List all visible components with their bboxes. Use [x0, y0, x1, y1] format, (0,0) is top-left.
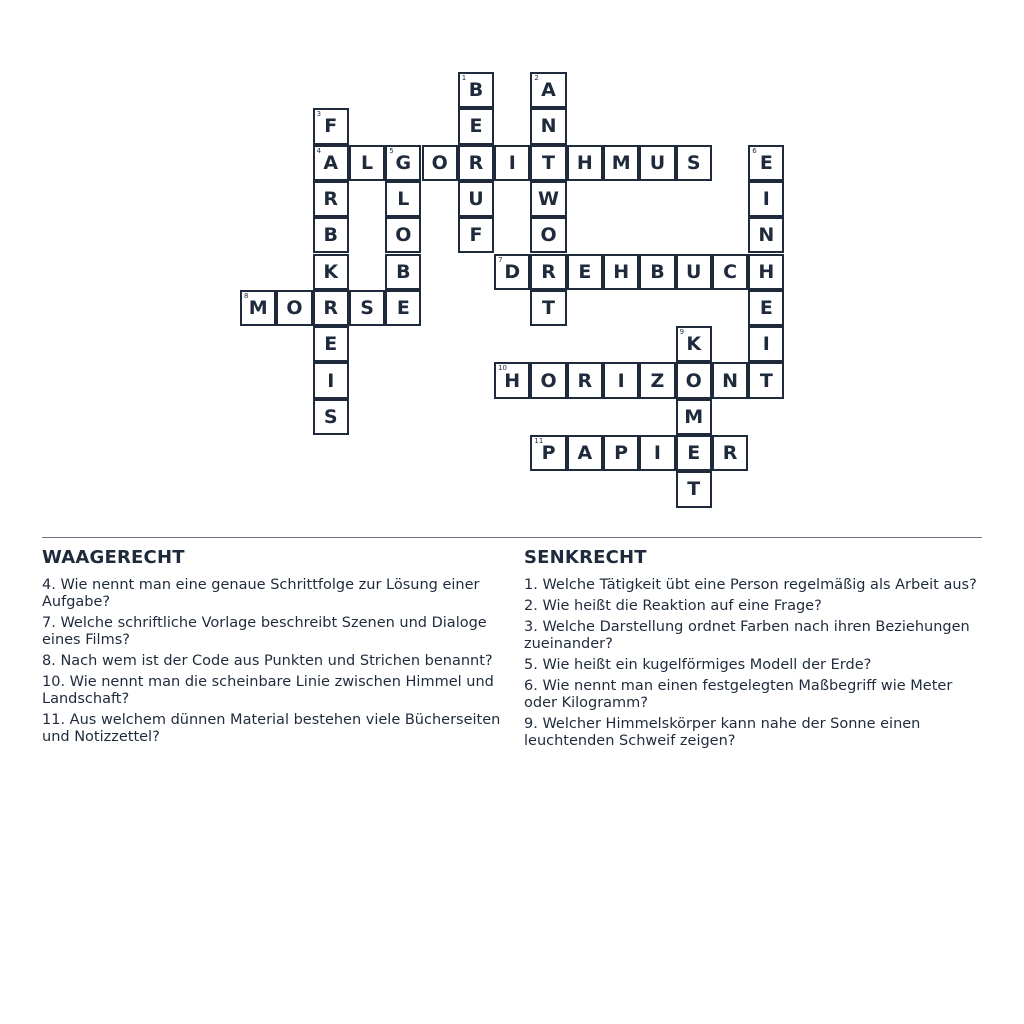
grid-cell[interactable]: [494, 254, 530, 290]
cell-letter: O: [685, 369, 702, 392]
cell-letter: O: [540, 369, 557, 392]
grid-cell[interactable]: [639, 362, 675, 398]
cell-letter: H: [576, 151, 593, 174]
grid-cell[interactable]: [676, 362, 712, 398]
cell-letter: D: [504, 260, 521, 283]
cell-letter: E: [759, 296, 773, 319]
grid-cell[interactable]: [458, 145, 494, 181]
cell-letter: U: [649, 151, 666, 174]
cell-letter: R: [468, 151, 484, 174]
grid-cell[interactable]: [530, 145, 566, 181]
across-clue-4[interactable]: 4. Wie nennt man eine genaue Schrittfolge zur Lösung einer Aufgabe?: [42, 577, 480, 610]
grid-cell[interactable]: [385, 290, 421, 326]
grid-cell[interactable]: [313, 254, 349, 290]
grid-cell[interactable]: [313, 362, 349, 398]
grid-cell[interactable]: [639, 254, 675, 290]
cell-letter: K: [686, 333, 702, 356]
down-clue-3[interactable]: 3. Welche Darstellung ordnet Farben nach ihren Beziehungen zueinander?: [524, 619, 970, 652]
grid-cell[interactable]: [567, 254, 603, 290]
cell-letter: A: [577, 442, 593, 465]
grid-cell[interactable]: [676, 435, 712, 471]
grid-cell[interactable]: [748, 145, 784, 181]
clue-number: 3: [316, 110, 322, 119]
cell-letter: R: [577, 369, 593, 392]
grid-cell[interactable]: [567, 362, 603, 398]
cell-letter: R: [541, 260, 556, 283]
cell-letter: A: [541, 79, 556, 102]
cell-letter: W: [538, 188, 560, 211]
cell-letter: N: [540, 115, 557, 138]
clue-number: 7: [498, 255, 503, 264]
grid-cell[interactable]: [748, 290, 784, 326]
cell-letter: B: [396, 260, 411, 283]
cell-letter: E: [578, 260, 592, 283]
cell-letter: P: [541, 442, 556, 465]
grid-cell[interactable]: [530, 435, 566, 471]
cell-letter: A: [323, 151, 339, 174]
grid-cell[interactable]: [639, 145, 675, 181]
grid-cell[interactable]: [240, 290, 276, 326]
cell-letter: F: [324, 115, 338, 138]
grid-cell[interactable]: [676, 471, 712, 507]
grid-cell[interactable]: [676, 399, 712, 435]
cell-letter: I: [508, 151, 516, 174]
cell-letter: B: [650, 260, 665, 283]
cell-letter: U: [686, 260, 702, 283]
cell-letter: T: [687, 478, 701, 501]
clue-number: 11: [534, 437, 544, 445]
cell-letter: N: [758, 224, 775, 247]
grid-cell[interactable]: [639, 435, 675, 471]
across-clue-11[interactable]: 11. Aus welchem dünnen Material bestehen viele Bücherseiten und Notizzettel?: [42, 712, 501, 745]
cell-letter: I: [653, 442, 661, 465]
grid-cell[interactable]: [530, 217, 566, 253]
clue-number: 2: [534, 74, 539, 82]
cell-letter: H: [613, 260, 630, 283]
grid-cell[interactable]: [313, 326, 349, 362]
cell-letter: H: [504, 369, 521, 392]
grid-cell[interactable]: [313, 217, 349, 253]
cell-letter: O: [395, 224, 412, 247]
grid-cell[interactable]: [567, 145, 603, 181]
cell-letter: T: [542, 296, 556, 319]
grid-cell[interactable]: [530, 362, 566, 398]
down-clue-list: [524, 577, 986, 750]
grid-cell[interactable]: [349, 145, 385, 181]
divider: [42, 537, 982, 538]
cell-letter: M: [248, 296, 268, 319]
cell-letter: M: [684, 405, 704, 428]
cell-letter: I: [327, 369, 335, 392]
grid-cell[interactable]: [385, 217, 421, 253]
grid-cell[interactable]: [530, 72, 566, 108]
cell-letter: E: [324, 333, 338, 356]
clue-number: 9: [679, 328, 685, 337]
grid-cell[interactable]: [313, 399, 349, 435]
cell-letter: E: [687, 442, 701, 465]
grid-cell[interactable]: [494, 362, 530, 398]
cell-letter: B: [323, 224, 338, 247]
grid-cell[interactable]: [530, 108, 566, 144]
down-clues-section: [524, 546, 986, 754]
cell-letter: H: [758, 260, 775, 283]
down-clue-6[interactable]: 6. Wie nennt man einen festgelegten Maßbegriff wie Meter oder Kilogramm?: [524, 678, 953, 711]
grid-cell[interactable]: [712, 254, 748, 290]
across-clue-list: [42, 577, 504, 746]
cell-letter: S: [360, 296, 374, 319]
grid-cell[interactable]: [676, 254, 712, 290]
cell-letter: R: [722, 442, 738, 465]
down-heading: SENKRECHT: [524, 547, 647, 568]
grid-cell[interactable]: [603, 362, 639, 398]
down-clue-2[interactable]: 2. Wie heißt die Reaktion auf eine Frage?: [524, 598, 822, 614]
cell-letter: K: [323, 260, 339, 283]
cell-letter: G: [395, 151, 412, 174]
cell-letter: I: [762, 333, 770, 356]
cell-letter: T: [542, 151, 556, 174]
grid-cell[interactable]: [276, 290, 312, 326]
grid-cell[interactable]: [748, 362, 784, 398]
cell-letter: B: [468, 79, 484, 102]
cell-letter: I: [617, 369, 625, 392]
across-clues-section: [42, 546, 504, 750]
grid-cell[interactable]: [313, 145, 349, 181]
cell-letter: O: [431, 151, 448, 174]
cell-letter: E: [469, 115, 483, 138]
grid-cell[interactable]: [458, 217, 494, 253]
cell-letter: T: [759, 369, 773, 392]
clue-number: 1: [461, 74, 467, 82]
grid-cell[interactable]: [458, 72, 494, 108]
cell-letter: L: [360, 151, 374, 174]
grid-cell[interactable]: [422, 145, 458, 181]
grid-cell[interactable]: [458, 181, 494, 217]
grid-cell[interactable]: [385, 254, 421, 290]
cell-letter: O: [540, 224, 557, 247]
grid-cell[interactable]: [494, 145, 530, 181]
grid-cell[interactable]: [603, 435, 639, 471]
grid-cell[interactable]: [748, 326, 784, 362]
grid-cell[interactable]: [349, 290, 385, 326]
grid-cell[interactable]: [530, 254, 566, 290]
cell-letter: I: [762, 188, 770, 211]
grid-cell[interactable]: [603, 145, 639, 181]
grid-cell[interactable]: [712, 362, 748, 398]
grid-cell[interactable]: [748, 217, 784, 253]
cell-letter: E: [759, 151, 773, 174]
grid-cell[interactable]: [748, 254, 784, 290]
cell-letter: S: [323, 405, 338, 428]
clue-number: 4: [316, 146, 322, 155]
grid-cell[interactable]: [313, 181, 349, 217]
grid-cell[interactable]: [676, 326, 712, 362]
across-heading: WAAGERECHT: [42, 547, 185, 568]
cell-letter: O: [286, 296, 303, 319]
clue-number: 5: [389, 146, 394, 155]
grid-cell[interactable]: [530, 181, 566, 217]
cell-letter: Z: [650, 369, 665, 392]
down-clue-9[interactable]: 9. Welcher Himmelskörper kann nahe der Sonne einen leuchtenden Schweif zeigen?: [524, 716, 921, 749]
grid-cell[interactable]: [385, 181, 421, 217]
grid-cell[interactable]: [603, 254, 639, 290]
cell-letter: M: [611, 151, 631, 174]
across-clue-8[interactable]: 8. Nach wem ist der Code aus Punkten und Strichen benannt?: [42, 653, 493, 669]
grid-cell[interactable]: [676, 145, 712, 181]
cell-letter: P: [614, 442, 629, 465]
grid-cell[interactable]: [748, 181, 784, 217]
grid-cell[interactable]: [712, 435, 748, 471]
grid-cell[interactable]: [458, 108, 494, 144]
cell-letter: E: [396, 296, 410, 319]
cell-letter: S: [686, 151, 701, 174]
down-clue-1[interactable]: 1. Welche Tätigkeit übt eine Person regelmäßig als Arbeit aus?: [524, 577, 977, 593]
grid-cell[interactable]: [385, 145, 421, 181]
clue-number: 8: [244, 291, 249, 300]
down-clue-5[interactable]: 5. Wie heißt ein kugelförmiges Modell der Erde?: [524, 657, 872, 673]
cell-letter: N: [722, 369, 738, 392]
cell-letter: C: [723, 260, 738, 283]
clue-number: 10: [498, 364, 508, 373]
cell-letter: U: [468, 188, 484, 211]
grid-cell[interactable]: [313, 290, 349, 326]
cell-letter: R: [323, 296, 339, 319]
clue-number: 6: [752, 146, 757, 155]
cell-letter: L: [397, 188, 410, 211]
cell-letter: R: [323, 188, 339, 211]
grid-cell[interactable]: [530, 290, 566, 326]
grid-cell[interactable]: [313, 108, 349, 144]
across-clue-10[interactable]: 10. Wie nennt man die scheinbare Linie zwischen Himmel und Landschaft?: [42, 674, 494, 707]
grid-cell[interactable]: [567, 435, 603, 471]
across-clue-7[interactable]: 7. Welche schriftliche Vorlage beschreibt Szenen und Dialoge eines Films?: [42, 615, 487, 648]
cell-letter: F: [469, 224, 483, 247]
